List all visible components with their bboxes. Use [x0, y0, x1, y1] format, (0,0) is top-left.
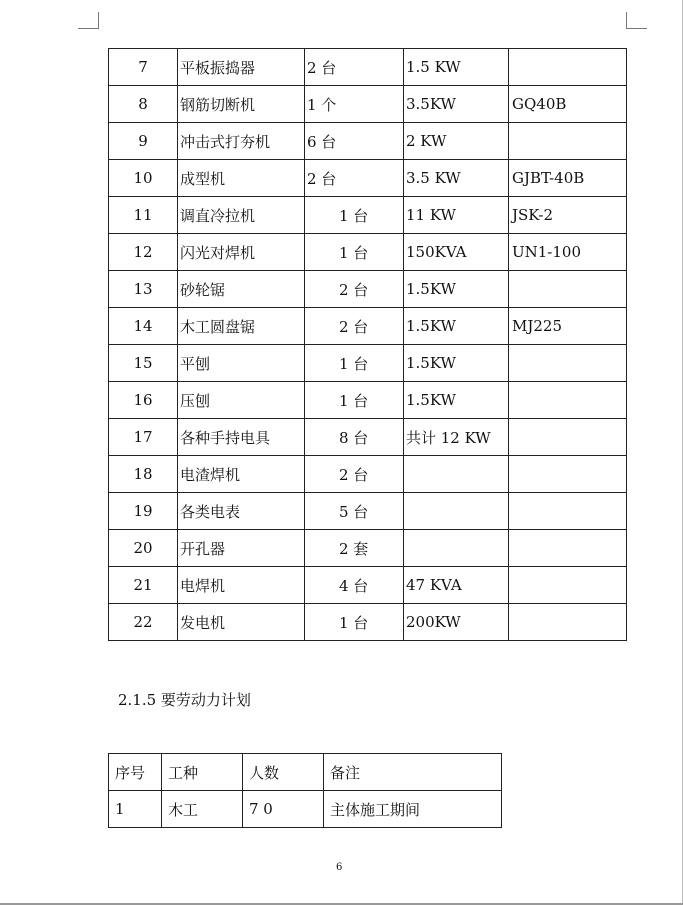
equipment-qty: 6 台 — [305, 123, 404, 160]
equipment-row — [109, 271, 627, 308]
equipment-qty: 2 套 — [305, 530, 404, 567]
equipment-qty: 1 台 — [305, 345, 404, 382]
equipment-name: 平刨 — [178, 345, 305, 382]
equipment-power: 3.5KW — [404, 86, 509, 123]
equipment-power: 1.5KW — [404, 382, 509, 419]
equipment-model: UN1-100 — [509, 234, 627, 271]
equipment-no: 7 — [109, 49, 178, 86]
equipment-model — [509, 271, 627, 308]
equipment-row — [109, 382, 627, 419]
equipment-name: 各类电表 — [178, 493, 305, 530]
equipment-power: 1.5KW — [404, 345, 509, 382]
equipment-model: MJ225 — [509, 308, 627, 345]
equipment-row — [109, 308, 627, 345]
equipment-name: 压刨 — [178, 382, 305, 419]
equipment-qty: 8 台 — [305, 419, 404, 456]
equipment-no: 13 — [109, 271, 178, 308]
equipment-power — [404, 493, 509, 530]
equipment-row — [109, 456, 627, 493]
equipment-name: 各种手持电具 — [178, 419, 305, 456]
equipment-no: 12 — [109, 234, 178, 271]
equipment-model: GJBT-40B — [509, 160, 627, 197]
labor-header-row — [109, 754, 502, 791]
equipment-qty: 4 台 — [305, 567, 404, 604]
equipment-power: 2 KW — [404, 123, 509, 160]
equipment-name: 砂轮锯 — [178, 271, 305, 308]
equipment-model — [509, 123, 627, 160]
equipment-power: 1.5KW — [404, 271, 509, 308]
equipment-power: 11 KW — [404, 197, 509, 234]
equipment-no: 17 — [109, 419, 178, 456]
equipment-qty: 2 台 — [305, 160, 404, 197]
equipment-name: 冲击式打夯机 — [178, 123, 305, 160]
equipment-no: 16 — [109, 382, 178, 419]
equipment-name: 电渣焊机 — [178, 456, 305, 493]
labor-header-count: 人数 — [243, 754, 324, 791]
equipment-row — [109, 530, 627, 567]
equipment-name: 成型机 — [178, 160, 305, 197]
equipment-name: 发电机 — [178, 604, 305, 641]
labor-cell-no: 1 — [109, 791, 162, 828]
crop-mark-right — [626, 12, 647, 29]
equipment-qty: 2 台 — [305, 456, 404, 493]
equipment-qty: 2 台 — [305, 49, 404, 86]
crop-mark-left — [78, 12, 99, 29]
equipment-no: 10 — [109, 160, 178, 197]
equipment-power — [404, 530, 509, 567]
labor-cell-trade: 木工 — [162, 791, 243, 828]
equipment-no: 19 — [109, 493, 178, 530]
equipment-name: 钢筋切断机 — [178, 86, 305, 123]
equipment-model — [509, 493, 627, 530]
equipment-model — [509, 345, 627, 382]
page-number: 6 — [336, 862, 343, 873]
equipment-power: 1.5 KW — [404, 49, 509, 86]
equipment-model: JSK-2 — [509, 197, 627, 234]
labor-row — [109, 791, 502, 828]
equipment-no: 8 — [109, 86, 178, 123]
equipment-no: 21 — [109, 567, 178, 604]
equipment-model: GQ40B — [509, 86, 627, 123]
equipment-row — [109, 345, 627, 382]
section-heading: 2.1.5 要劳动力计划 — [118, 691, 251, 709]
equipment-qty: 1 台 — [305, 234, 404, 271]
equipment-power: 150KVA — [404, 234, 509, 271]
equipment-power: 3.5 KW — [404, 160, 509, 197]
labor-cell-count: 7 0 — [243, 791, 324, 828]
equipment-power — [404, 456, 509, 493]
equipment-model — [509, 456, 627, 493]
equipment-row — [109, 493, 627, 530]
equipment-name: 开孔器 — [178, 530, 305, 567]
equipment-qty: 2 台 — [305, 308, 404, 345]
equipment-name: 木工圆盘锯 — [178, 308, 305, 345]
equipment-model — [509, 567, 627, 604]
equipment-qty: 1 个 — [305, 86, 404, 123]
equipment-table — [108, 48, 627, 641]
equipment-no: 20 — [109, 530, 178, 567]
labor-header-remark: 备注 — [324, 754, 502, 791]
equipment-no: 11 — [109, 197, 178, 234]
equipment-row — [109, 567, 627, 604]
equipment-row — [109, 419, 627, 456]
equipment-name: 电焊机 — [178, 567, 305, 604]
equipment-no: 14 — [109, 308, 178, 345]
equipment-qty: 1 台 — [305, 382, 404, 419]
labor-header-no: 序号 — [109, 754, 162, 791]
equipment-row — [109, 49, 627, 86]
equipment-row — [109, 160, 627, 197]
equipment-row — [109, 604, 627, 641]
equipment-power: 共计 12 KW — [404, 419, 509, 456]
equipment-model — [509, 530, 627, 567]
labor-header-trade: 工种 — [162, 754, 243, 791]
equipment-no: 9 — [109, 123, 178, 160]
equipment-model — [509, 49, 627, 86]
labor-table — [108, 753, 502, 828]
labor-cell-remark: 主体施工期间 — [324, 791, 502, 828]
equipment-qty: 1 台 — [305, 197, 404, 234]
equipment-no: 15 — [109, 345, 178, 382]
equipment-no: 18 — [109, 456, 178, 493]
equipment-model — [509, 382, 627, 419]
equipment-row — [109, 234, 627, 271]
equipment-qty: 2 台 — [305, 271, 404, 308]
equipment-row — [109, 197, 627, 234]
equipment-power: 1.5KW — [404, 308, 509, 345]
equipment-qty: 5 台 — [305, 493, 404, 530]
equipment-model — [509, 419, 627, 456]
equipment-name: 闪光对焊机 — [178, 234, 305, 271]
equipment-power: 200KW — [404, 604, 509, 641]
equipment-qty: 1 台 — [305, 604, 404, 641]
equipment-no: 22 — [109, 604, 178, 641]
equipment-row — [109, 123, 627, 160]
equipment-model — [509, 604, 627, 641]
equipment-name: 平板振捣器 — [178, 49, 305, 86]
equipment-row — [109, 86, 627, 123]
equipment-name: 调直冷拉机 — [178, 197, 305, 234]
equipment-power: 47 KVA — [404, 567, 509, 604]
